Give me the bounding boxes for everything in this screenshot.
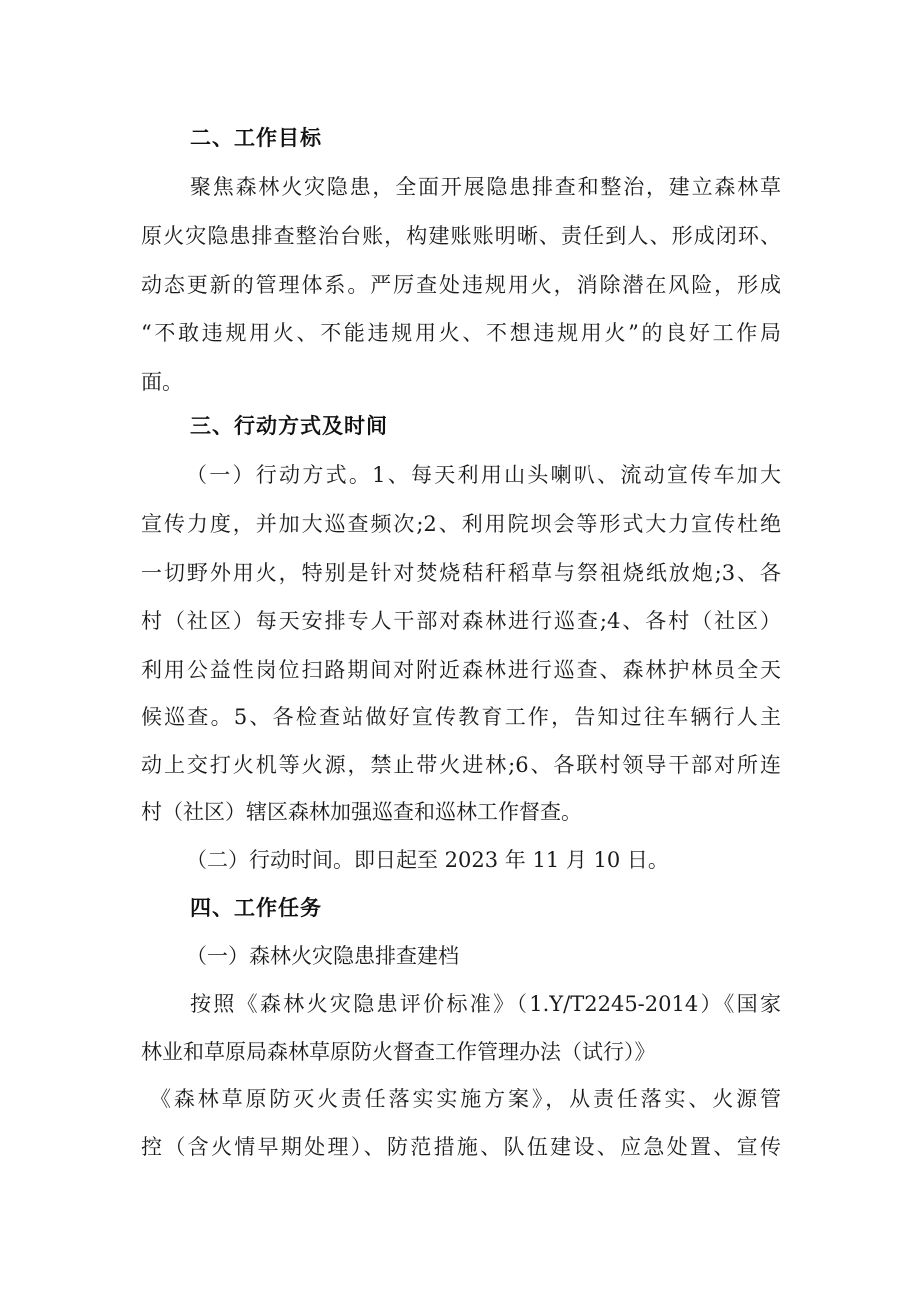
section-heading-action: 三、行动方式及时间 <box>190 414 388 438</box>
section-heading-tasks: 四、工作任务 <box>190 896 322 920</box>
paragraph-line: 面。 <box>141 370 183 394</box>
paragraph-line: 原火灾隐患排查整治台账，构建账账明晰、责任到人、形成闭环、 <box>141 224 781 248</box>
paragraph-line: 村（社区）每天安排专人干部对森林进行巡查;4、各村（社区） <box>141 609 781 633</box>
paragraph-line: 聚焦森林火灾隐患，全面开展隐患排查和整治，建立森林草 <box>190 175 781 199</box>
paragraph-line: 按照《森林火灾隐患评价标准》（1.Y/T2245-2014）《国家 <box>190 992 781 1016</box>
paragraph-line: 林业和草原局森林草原防火督查工作管理办法（试行）》 <box>141 1040 656 1064</box>
paragraph-line: 候巡查。5、各检查站做好宣传教育工作，告知过往车辆行人主 <box>141 705 781 729</box>
paragraph-line: 《森林草原防灭火责任落实实施方案》，从责任落实、火源管 <box>150 1087 781 1111</box>
paragraph-line: 宣传力度，并加大巡查频次;2、利用院坝会等形式大力宣传杜绝 <box>141 512 781 536</box>
section-heading-goal: 二、工作目标 <box>190 126 322 150</box>
sub-heading-hazard-records: （一）森林火灾隐患排查建档 <box>186 944 459 968</box>
paragraph-line: 一切野外用火，特别是针对焚烧秸秆稻草与祭祖烧纸放炮;3、各 <box>141 561 781 585</box>
paragraph-line: 控（含火情早期处理）、防范措施、队伍建设、应急处置、宣传 <box>141 1135 781 1159</box>
paragraph-line: 动上交打火机等火源，禁止带火进林;6、各联村领导干部对所连 <box>141 753 781 777</box>
paragraph-line: 利用公益性岗位扫路期间对附近森林进行巡查、森林护林员全天 <box>141 658 781 682</box>
paragraph-line-time: （二）行动时间。即日起至 2023 年 11 月 10 日。 <box>186 848 669 872</box>
paragraph-line: 村（社区）辖区森林加强巡查和巡林工作督查。 <box>141 800 582 824</box>
paragraph-line: （一）行动方式。1、每天利用山头喇叭、流动宣传车加大 <box>186 463 781 487</box>
paragraph-line: 动态更新的管理体系。严厉查处违规用火，消除潜在风险，形成 <box>141 273 781 297</box>
paragraph-line: “不敢违规用火、不能违规用火、不想违规用火”的良好工作局 <box>141 321 781 345</box>
